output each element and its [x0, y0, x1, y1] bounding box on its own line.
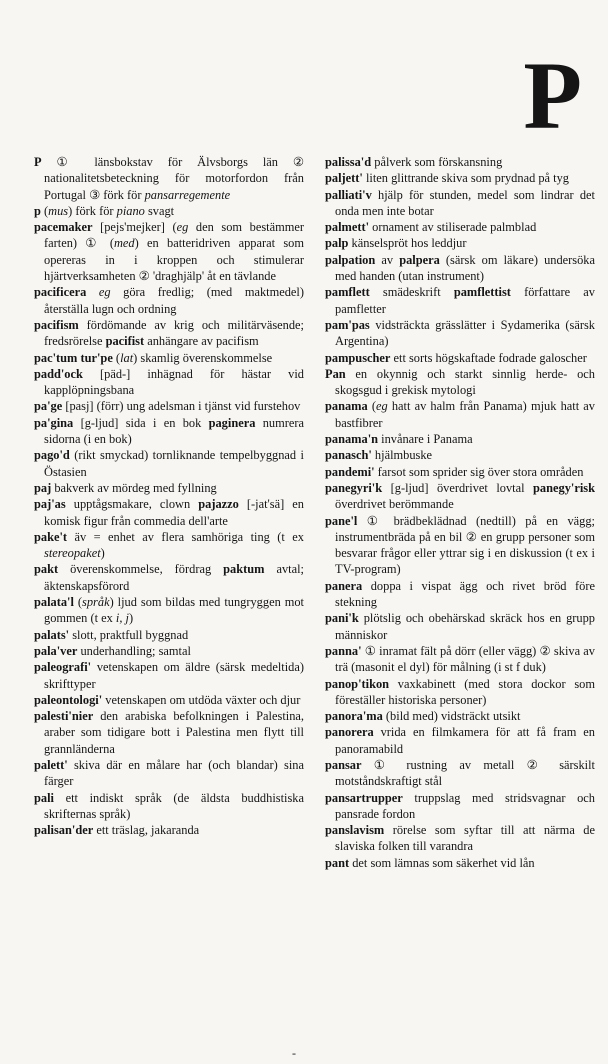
dictionary-entry: paj'as upptågsmakare, clown pajazzo [-jat'sä] en komisk figur från commedia dell'arte	[34, 497, 304, 528]
dictionary-entry: panna' ① inramat fält på dörr (eller vägg) ② skiva av trä (masonit el dyl) för målning (i st f duk)	[325, 643, 595, 675]
dictionary-entry: p (mus) förk för piano svagt	[34, 203, 175, 218]
dictionary-entry: P ① länsbokstav för Älvsborgs län ② nationalitetsbeteckning för motorfordon från Portugal ③ förk för pansarregemente	[34, 155, 304, 202]
dictionary-entry: pa'gina [g-ljud] sida i en bok paginera numrera sidorna (i en bok)	[34, 415, 304, 447]
dictionary-entry: pant det som lämnas som säkerhet vid lån	[325, 855, 535, 870]
dictionary-entry: pake't äv = enhet av flera samhöriga ting (t ex stereopaket)	[34, 529, 304, 561]
dictionary-entry: panora'ma (bild med) vidsträckt utsikt	[325, 709, 521, 724]
right-column	[325, 154, 595, 871]
dictionary-entry: pansar ① rustning av metall ② särskilt motståndskraftigt stål	[325, 757, 595, 789]
dictionary-entry: palata'l (språk) ljud som bildas med tungryggen mot gommen (t ex i, j)	[34, 595, 304, 626]
dictionary-entry: pacemaker [pejs'mejker] (eg den som bestämmer farten) ① (med) en batteridriven apparat som opereras in i kroppen och stimulerar hjärtverksamheten ② 'draghjälp' åt en tävlande	[34, 220, 304, 284]
dictionary-entry: paleografi' vetenskapen om äldre (särsk medeltida) skrifttyper	[34, 660, 304, 691]
dictionary-entry: pane'l ① brädbeklädnad (nedtill) på en vägg; instrumentbräda på en bil ② en grupp personer som besvarar frågor eller yttrar sig i en diskussion (t ex i TV-program)	[325, 513, 595, 577]
dictionary-entry: palpation av palpera (särsk om läkare) undersöka med handen (utan instrument)	[325, 252, 595, 284]
dictionary-entry: pacifism fördömande av krig och militärväsende; fredsrörelse pacifist anhängare av pacifism	[34, 317, 304, 349]
dictionary-entry: pac'tum tur'pe (lat) skamlig överenskommelse	[34, 350, 273, 365]
dictionary-entry: panera doppa i vispat ägg och rivet bröd före stekning	[325, 578, 595, 610]
dictionary-entry: palats' slott, praktfull byggnad	[34, 627, 189, 642]
dictionary-entry: pakt överenskommelse, fördrag paktum avtal; äktenskapsförord	[34, 562, 304, 593]
dictionary-entry: padd'ock [päd-] inhägnad för hästar vid kapplöpningsbana	[34, 366, 304, 398]
dictionary-entry: panama'n invånare i Panama	[325, 432, 473, 447]
dictionary-entry: paj bakverk av mördeg med fyllning	[34, 480, 217, 495]
dictionary-entry: panegyri'k [g-ljud] överdrivet lovtal panegy'risk överdrivet berömmande	[325, 480, 595, 512]
dictionary-entry: pampuscher ett sorts högskaftade fodrade galoscher	[325, 350, 587, 365]
dictionary-entry: panasch' hjälmbuske	[325, 448, 433, 463]
dictionary-entry: palesti'nier den arabiska befolkningen i Palestina, araber som tidigare bott i Palestina men flytt till grannländerna	[34, 709, 304, 756]
dictionary-entry: pago'd (rikt smyckad) tornliknande tempelbyggnad i Östasien	[34, 448, 304, 479]
page-footer-mark: -	[292, 1046, 296, 1060]
dictionary-entry: pa'ge [pasj] (förr) ung adelsman i tjänst vid furstehov	[34, 399, 301, 414]
dictionary-entry: pali ett indiskt språk (de äldsta buddhistiska skrifternas språk)	[34, 790, 304, 821]
section-letter: P	[523, 42, 582, 149]
dictionary-entry: palp känselspröt hos leddjur	[325, 236, 467, 251]
dictionary-entry: Pan en okynnig och starkt sinnlig herde- och skogsgud i grekisk mytologi	[325, 366, 595, 398]
left-column	[34, 154, 304, 838]
dictionary-entry: palissa'd pålverk som förskansning	[325, 155, 503, 169]
dictionary-entry: panop'tikon vaxkabinett (med stora dockor som föreställer historiska personer)	[325, 676, 595, 707]
dictionary-entry: pamflett smädeskrift pamflettist författare av pamfletter	[325, 285, 595, 316]
dictionary-entry: palliati'v hjälp för stunden, medel som lindrar det onda men inte botar	[325, 187, 595, 218]
dictionary-entry: pacificera eg göra fredlig; (med maktmedel) återställa lugn och ordning	[34, 285, 304, 316]
dictionary-entry: paljett' liten glittrande skiva som prydnad på tyg	[325, 171, 569, 186]
dictionary-entry: palmett' ornament av stiliserade palmblad	[325, 220, 537, 235]
dictionary-entry: pansartrupper truppslag med stridsvagnar och pansrade fordon	[325, 790, 595, 821]
dictionary-entry: palisan'der ett träslag, jakaranda	[34, 823, 200, 838]
dictionary-entry: panorera vrida en filmkamera för att få fram en panoramabild	[325, 725, 595, 756]
dictionary-entry: pandemi' farsot som sprider sig över stora områden	[325, 464, 584, 479]
dictionary-entry: palett' skiva där en målare har (och blandar) sina färger	[34, 757, 304, 789]
dictionary-entry: panama (eg hatt av halm från Panama) mjuk hatt av bastfibrer	[325, 399, 595, 430]
dictionary-entry: pala'ver underhandling; samtal	[34, 643, 191, 658]
dictionary-entry: panslavism rörelse som syftar till att närma de slaviska folken till varandra	[325, 823, 595, 854]
dictionary-entry: pani'k plötslig och obehärskad skräck hos en grupp människor	[325, 611, 595, 642]
dictionary-entry: paleontologi' vetenskapen om utdöda växter och djur	[34, 692, 301, 707]
dictionary-entry: pam'pas vidsträckta grässlätter i Sydamerika (särsk Argentina)	[325, 317, 595, 349]
